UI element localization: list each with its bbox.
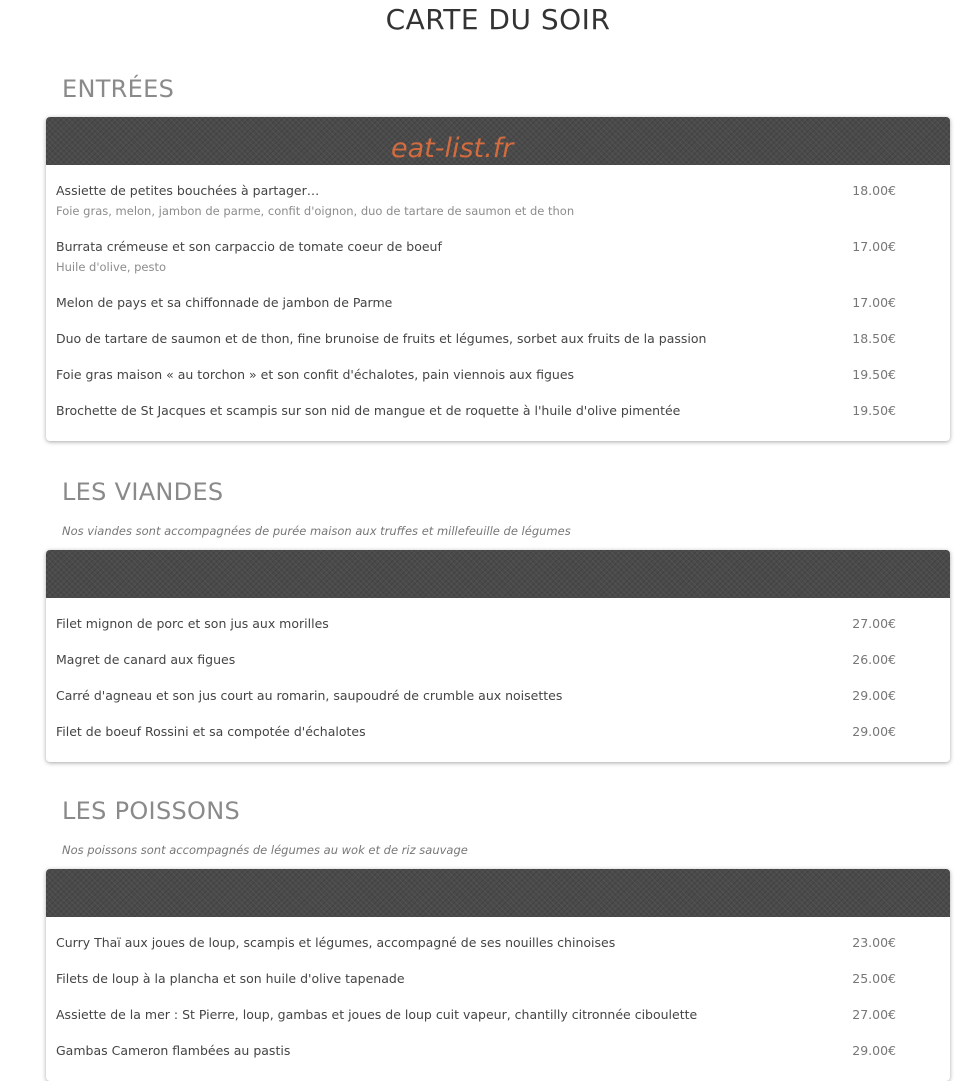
menu-item-price: 29.00€ [852,688,896,703]
card-header [46,550,950,598]
menu-item-name: Foie gras maison « au torchon » et son confit d'échalotes, pain viennois aux figues [56,367,575,382]
menu-item [46,397,950,423]
menu-item-price: 18.50€ [852,331,896,346]
menu-item-price: 19.50€ [852,403,896,418]
menu-item [46,325,950,351]
menu-item-name: Magret de canard aux figues [56,652,236,667]
section-title: LES VIANDES [62,478,224,506]
menu-card-entrees [46,117,950,441]
menu-card-viandes [46,550,950,762]
menu-item [46,233,950,279]
page-title: CARTE DU SOIR [385,3,611,36]
menu-item [46,965,950,991]
menu-item [46,361,950,387]
menu-item-name: Burrata crémeuse et son carpaccio de tomate coeur de boeuf [56,239,442,254]
menu-item-name: Assiette de la mer : St Pierre, loup, gambas et joues de loup cuit vapeur, chantilly citronnée ciboulette [56,1007,698,1022]
menu-item-price: 19.50€ [852,367,896,382]
menu-item-price: 17.00€ [852,239,896,254]
menu-item-name: Curry Thaï aux joues de loup, scampis et légumes, accompagné de ses nouilles chinoises [56,935,616,950]
menu-item-name: Duo de tartare de saumon et de thon, fine brunoise de fruits et légumes, sorbet aux fruits de la passion [56,331,707,346]
menu-item [46,289,950,315]
menu-item-price: 29.00€ [852,1043,896,1058]
section-title: ENTRÉES [62,75,175,103]
card-header [46,117,950,165]
menu-item-name: Brochette de St Jacques et scampis sur son nid de mangue et de roquette à l'huile d'olive pimentée [56,403,681,418]
menu-item-list [46,165,950,441]
menu-item [46,682,950,708]
menu-item-price: 18.00€ [852,183,896,198]
menu-item [46,646,950,672]
menu-item-name: Assiette de petites bouchées à partager… [56,183,320,198]
watermark-text: eat-list.fr [391,133,514,164]
section-note: Nos poissons sont accompagnés de légumes au wok et de riz sauvage [62,843,468,857]
menu-item-price: 26.00€ [852,652,896,667]
menu-item-price: 27.00€ [852,616,896,631]
menu-item-name: Carré d'agneau et son jus court au romarin, saupoudré de crumble aux noisettes [56,688,563,703]
menu-item-list [46,917,950,1081]
menu-item [46,177,950,223]
section-note: Nos viandes sont accompagnées de purée maison aux truffes et millefeuille de légumes [62,524,571,538]
menu-item-price: 27.00€ [852,1007,896,1022]
section-title: LES POISSONS [62,797,240,825]
card-header [46,869,950,917]
menu-item-name: Filet de boeuf Rossini et sa compotée d'échalotes [56,724,366,739]
menu-item-description: Huile d'olive, pesto [56,260,167,274]
menu-card-poissons [46,869,950,1081]
menu-item-list [46,598,950,762]
menu-item-name: Gambas Cameron flambées au pastis [56,1043,291,1058]
menu-item [46,610,950,636]
menu-item-price: 29.00€ [852,724,896,739]
menu-item [46,1001,950,1027]
menu-item-price: 17.00€ [852,295,896,310]
menu-item [46,718,950,744]
menu-item-price: 23.00€ [852,935,896,950]
menu-item-name: Filet mignon de porc et son jus aux morilles [56,616,329,631]
menu-item-name: Melon de pays et sa chiffonnade de jambon de Parme [56,295,393,310]
menu-item-description: Foie gras, melon, jambon de parme, confit d'oignon, duo de tartare de saumon et de thon [56,204,575,218]
menu-item-name: Filets de loup à la plancha et son huile d'olive tapenade [56,971,405,986]
menu-item [46,929,950,955]
menu-item [46,1037,950,1063]
menu-item-price: 25.00€ [852,971,896,986]
